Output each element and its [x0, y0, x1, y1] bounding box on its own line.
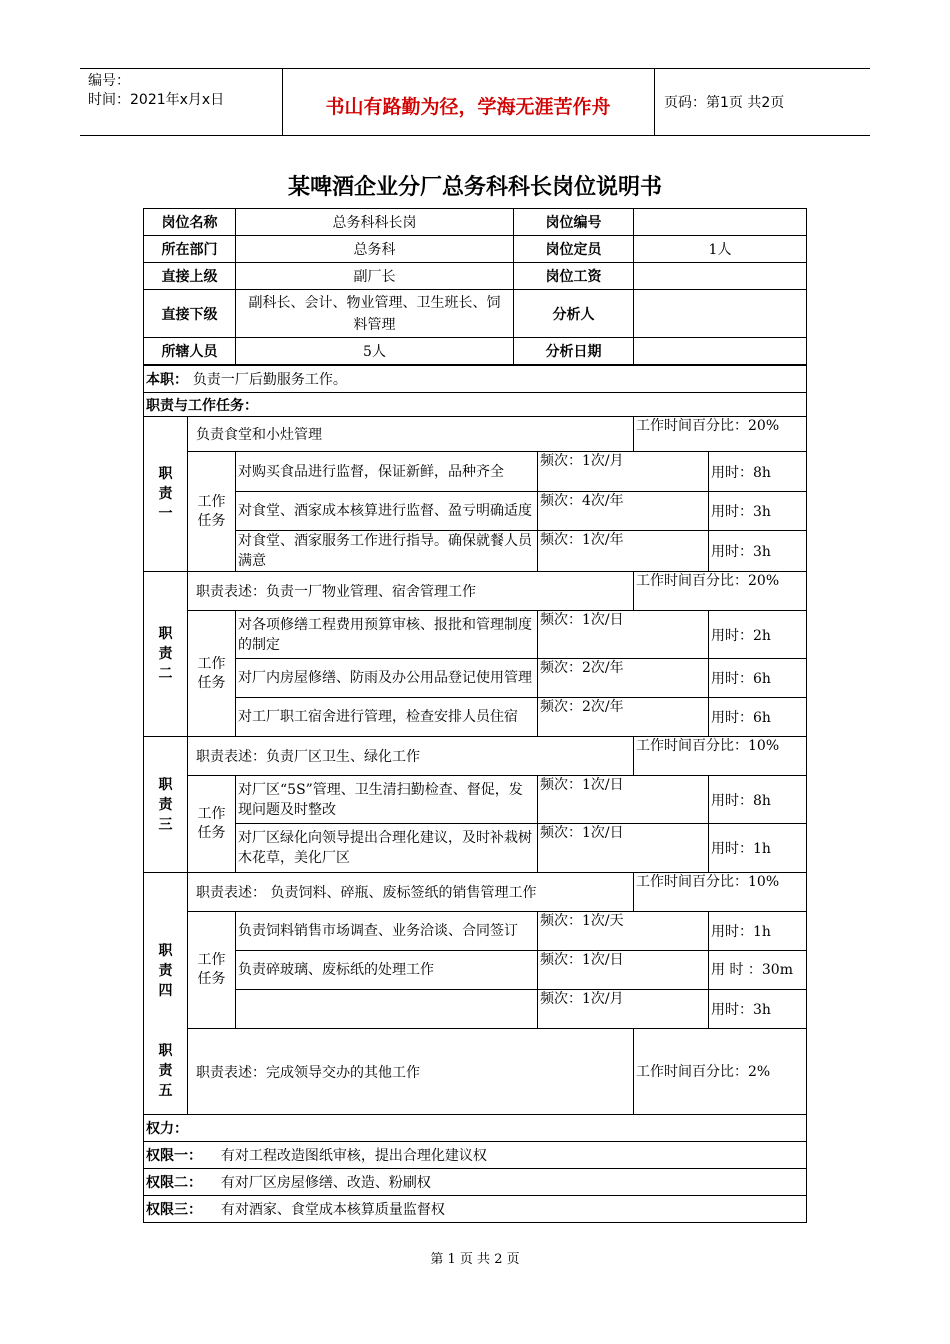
page-info: 页码：第1页 共2页 — [664, 95, 785, 111]
authority-row — [144, 1169, 807, 1196]
work-task-label — [188, 611, 236, 737]
duty-1-pct: 工作时间百分比：20% — [634, 417, 807, 452]
task-frequency: 频次：1次/日 — [538, 776, 709, 824]
duty-name-text: 职责一 — [158, 466, 173, 522]
task-frequency: 频次：1次/年 — [538, 531, 709, 572]
work-task-label — [188, 452, 236, 572]
header-top-rule — [80, 68, 870, 69]
task-text: 对食堂、酒家成本核算进行监督、盈亏明确适度 — [236, 492, 538, 531]
info-row — [144, 236, 807, 263]
task-frequency: 频次：1次/月 — [538, 452, 709, 492]
subordinate-label: 直接下级 — [144, 290, 236, 338]
superior-value: 副厂长 — [236, 263, 514, 290]
duty-row — [144, 873, 807, 912]
task-hours: 用时：2h — [709, 611, 807, 659]
duty-5-pct: 工作时间百分比：2% — [634, 1029, 807, 1115]
authority-label: 权限二： — [146, 1175, 202, 1191]
task-row — [144, 824, 807, 873]
duty-1-desc: 负责食堂和小灶管理 — [188, 417, 634, 452]
work-task-label-text: 工作任务 — [197, 806, 226, 841]
document-title: 某啤酒企业分厂总务科科长岗位说明书 — [287, 175, 662, 200]
duty-3-pct: 工作时间百分比：10% — [634, 737, 807, 776]
info-row — [144, 338, 807, 365]
work-task-label-text: 工作任务 — [197, 493, 226, 529]
duty-row — [144, 737, 807, 776]
task-hours: 用时：3h — [709, 990, 807, 1029]
staff-label: 所辖人员 — [144, 338, 236, 365]
duty-row — [144, 417, 807, 452]
task-row — [144, 531, 807, 572]
info-row — [144, 290, 807, 338]
superior-label: 直接上级 — [144, 263, 236, 290]
duty-2-pct: 工作时间百分比：20% — [634, 572, 807, 611]
task-text: 对食堂、酒家服务工作进行指导。确保就餐人员满意 — [236, 531, 538, 572]
task-row — [144, 611, 807, 659]
task-frequency: 频次：2次/年 — [538, 698, 709, 737]
quota-label: 岗位定员 — [514, 236, 634, 263]
authority-text: 有对工程改造图纸审核，提出合理化建议权 — [220, 1148, 487, 1164]
info-row — [144, 209, 807, 236]
work-task-label-text: 工作任务 — [197, 952, 226, 987]
post-no-label: 岗位编号 — [514, 209, 634, 236]
task-hours: 用时：1h — [709, 824, 807, 873]
duty-name-text: 职责三 — [158, 776, 173, 833]
doc-time-label: 时间：2021年x月x日 — [88, 92, 225, 108]
header-motto: 书山有路勤为径，学海无涯苦作舟 — [325, 96, 611, 118]
duty-name-text: 职责五 — [158, 1043, 173, 1100]
authority-text: 有对厂区房屋修缮、改造、粉刷权 — [220, 1175, 431, 1191]
task-text: 对厂区“5S”管理、卫生清扫勤检查、督促，发现问题及时整改 — [236, 776, 538, 824]
tasks-heading: 职责与工作任务： — [144, 393, 807, 417]
duty-3-desc: 职责表述：负责厂区卫生、绿化工作 — [188, 737, 634, 776]
task-frequency: 频次：1次/日 — [538, 824, 709, 873]
staff-value: 5人 — [236, 338, 514, 365]
task-text: 对工厂职工宿舍进行管理，检查安排人员住宿 — [236, 698, 538, 737]
task-hours: 用时：3h — [709, 492, 807, 531]
job-description-table — [143, 208, 807, 1223]
task-row — [144, 698, 807, 737]
post-name-label: 岗位名称 — [144, 209, 236, 236]
salary-label: 岗位工资 — [514, 263, 634, 290]
duty-4-name — [144, 873, 188, 1029]
analyst-value — [634, 290, 807, 338]
analysis-date-value — [634, 338, 807, 365]
task-frequency: 频次：1次/日 — [538, 951, 709, 990]
duty-2-desc: 职责表述：负责一厂物业管理、宿舍管理工作 — [188, 572, 634, 611]
task-text: 负责饲料销售市场调查、业务洽谈、合同签订 — [236, 912, 538, 951]
analysis-date-label: 分析日期 — [514, 338, 634, 365]
dept-label: 所在部门 — [144, 236, 236, 263]
task-frequency: 频次：1次/日 — [538, 611, 709, 659]
task-text: 对各项修缮工程费用预算审核、报批和管理制度的制定 — [236, 611, 538, 659]
duty-2-name — [144, 572, 188, 737]
page-footer: 第 1 页 共 2 页 — [430, 1252, 520, 1267]
task-row — [144, 951, 807, 990]
doc-code-label: 编号： — [88, 73, 130, 89]
task-text: 负责碎玻璃、废标纸的处理工作 — [236, 951, 538, 990]
dept-value: 总务科 — [236, 236, 514, 263]
duty-3-name — [144, 737, 188, 873]
duty-5-desc: 职责表述：完成领导交办的其他工作 — [188, 1029, 634, 1115]
tasks-heading-row — [144, 393, 807, 417]
authority-text: 有对酒家、食堂成本核算质量监督权 — [220, 1202, 445, 1218]
task-row — [144, 659, 807, 698]
task-row — [144, 776, 807, 824]
duty-1-name — [144, 417, 188, 572]
duty-row — [144, 572, 807, 611]
duty-row — [144, 1029, 807, 1115]
task-frequency: 频次：2次/年 — [538, 659, 709, 698]
work-task-label-text: 工作任务 — [197, 655, 226, 691]
header-divider — [654, 68, 655, 135]
authority-label: 权限三： — [146, 1202, 202, 1218]
task-frequency: 频次：1次/月 — [538, 990, 709, 1029]
task-hours: 用时：3h — [709, 531, 807, 572]
authority-row — [144, 1142, 807, 1169]
subordinate-value: 副科长、会计、物业管理、卫生班长、饲料管理 — [236, 290, 514, 338]
task-row — [144, 492, 807, 531]
duty-text: 负责一厂后勤服务工作。 — [192, 371, 347, 388]
authority-label: 权限一： — [146, 1148, 202, 1164]
duty-summary-row — [144, 365, 807, 393]
task-hours: 用时：1h — [709, 912, 807, 951]
authority-heading-row — [144, 1115, 807, 1142]
post-no-value — [634, 209, 807, 236]
duty-4-pct: 工作时间百分比：10% — [634, 873, 807, 912]
post-name-value: 总务科科长岗 — [236, 209, 514, 236]
task-text: 对厂内房屋修缮、防雨及办公用品登记使用管理 — [236, 659, 538, 698]
work-task-label — [188, 912, 236, 1029]
work-task-label — [188, 776, 236, 873]
task-hours: 用时：8h — [709, 452, 807, 492]
authority-heading: 权力： — [144, 1115, 807, 1142]
task-hours: 用时：8h — [709, 776, 807, 824]
task-hours: 用 时 ：30m — [709, 951, 807, 990]
task-frequency: 频次：1次/天 — [538, 912, 709, 951]
task-text: 对购买食品进行监督，保证新鲜，品种齐全 — [236, 452, 538, 492]
duty-4-desc: 职责表述： 负责饲料、碎瓶、废标签纸的销售管理工作 — [188, 873, 634, 912]
header-bottom-rule — [80, 135, 870, 136]
duty-label: 本职： — [146, 371, 188, 388]
task-hours: 用时：6h — [709, 659, 807, 698]
task-frequency: 频次：4次/年 — [538, 492, 709, 531]
quota-value: 1人 — [634, 236, 807, 263]
task-row — [144, 912, 807, 951]
duty-name-text: 职责二 — [158, 626, 173, 682]
duty-5-name — [144, 1029, 188, 1115]
task-text: 对厂区绿化向领导提出合理化建议，及时补栽树木花草，美化厂区 — [236, 824, 538, 873]
info-row — [144, 263, 807, 290]
authority-row — [144, 1196, 807, 1223]
duty-name-text: 职责四 — [158, 942, 173, 999]
task-hours: 用时：6h — [709, 698, 807, 737]
task-row — [144, 990, 807, 1029]
task-text — [236, 990, 538, 1029]
task-row — [144, 452, 807, 492]
salary-value — [634, 263, 807, 290]
analyst-label: 分析人 — [514, 290, 634, 338]
